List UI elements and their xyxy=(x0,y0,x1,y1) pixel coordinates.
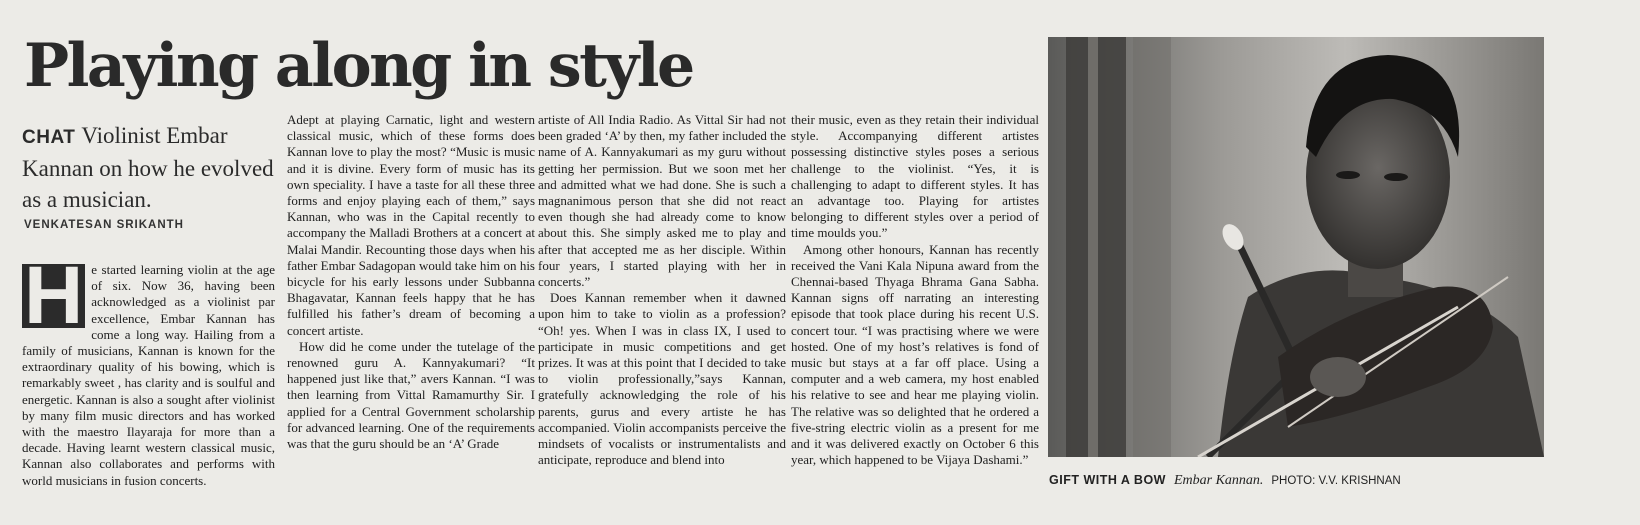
article-column-3 xyxy=(538,112,786,468)
headline: Playing along in style xyxy=(24,31,693,101)
paragraph: artiste of All India Radio. As Vittal Sir had not been graded ‘A’ by then, my father included the name of A. Kannyakumari as my guru without getting her permission. But we soon met her and admitted what we had done. She is such a magnanimous person that she did not react even though she had already come to know about this. She simply asked me to play and after that accepted me as her disciple. Within four years, I started playing with her in concerts.” xyxy=(538,112,786,290)
byline: VENKATESAN SRIKANTH xyxy=(24,219,184,231)
paragraph: How did he come under the tutelage of the renowned guru A. Kannyakumari? “It happened just like that,” avers Kannan. “I was then learning from Vittal Ramamurthy Sir. I applied for a Central Government scholarship for advanced learning. One of the requirements was that the guru should be an ‘A’ Grade xyxy=(287,338,535,452)
paragraph: their music, even as they retain their individual style. Accompanying different artistes possessing distinctive styles poses a serious challenge to the violinist. “Yes, it is challenging to adapt to different styles. It has an advantage too. Playing for artistes belonging to different styles over a period of time moulds you.” xyxy=(791,112,1039,241)
photo-image xyxy=(1048,37,1544,457)
paragraph: H e started learning violin at the age of six. Now 36, having been acknowledged as a violinist par excellence, Embar Kannan has come a long way. Hailing from a family of musicians, Kannan is known for the extraordinary quality of his bowing, which is remarkably sweet , has clarity and is soulful and energetic. Kannan is also a sought after violinist by many film music directors and has worked with the maestro Ilayaraja for more than a decade. Having learnt western classical music, Kannan also collaborates and performs with world musicians in fusion concerts. xyxy=(22,250,275,488)
deck-kicker: CHAT xyxy=(22,127,76,148)
photo-violinist xyxy=(1048,37,1544,457)
paragraph: Does Kannan remember when it dawned upon him to take to violin as a profession? “Oh! yes. When I was in class IX, I used to participate in music competitions and get prizes. It was at this point that I decided to take to violin professionally,”says Kannan, gratefully acknowledging the role of his parents, gurus and every artiste he has accompanied. Violin accompanists perceive the mindsets of vocalists or instrumentalists and anticipate, reproduce and blend into xyxy=(538,290,786,468)
deck-text: Violinist Embar Kannan on how he evolved as a musician. xyxy=(22,123,274,212)
drop-cap: H xyxy=(24,250,84,341)
paragraph: Among other honours, Kannan has recently received the Vani Kala Nipuna award from the Chennai-based Thyaga Bhrama Gana Sabha. Kannan signs off narrating an interesting episode that took place during his recent U.S. concert tour. “I was practising where we were hosted. One of my host’s relatives is fond of music but stays at a far off place. Using a computer and a web camera, my host enabled his relative to see and hear me playing violin. The relative was so delighted that he ordered a five-string electric violin as a present for me and it was delivered exactly on October 6 this year, which happened to be Vijaya Dashami.” xyxy=(791,241,1039,468)
photo-caption xyxy=(1049,472,1401,489)
article-column-4 xyxy=(791,112,1039,468)
article-column-2 xyxy=(287,112,535,452)
article-column-1 xyxy=(22,250,275,489)
photo-credit: PHOTO: V.V. KRISHNAN xyxy=(1271,475,1401,487)
caption-kicker: GIFT WITH A BOW xyxy=(1049,473,1166,487)
deck xyxy=(22,120,277,215)
paragraph: Adept at playing Carnatic, light and western classical music, which of these forms does Kannan love to play the most? “Music is music and it is divine. Every form of music has its own speciality. I have a taste for all these three forms and enjoy playing each of them,” says Kannan, who was in the Capital recently to accompany the Malladi Brothers at a concert at Malai Mandir. Recounting those days when his father Embar Sadagopan would take him on his bicycle for his early lessons under Subbanna Bhagavatar, Kannan feels happy that he has fulfilled his father’s dream of becoming a concert artiste. xyxy=(287,112,535,338)
caption-name: Embar Kannan. xyxy=(1173,473,1264,488)
